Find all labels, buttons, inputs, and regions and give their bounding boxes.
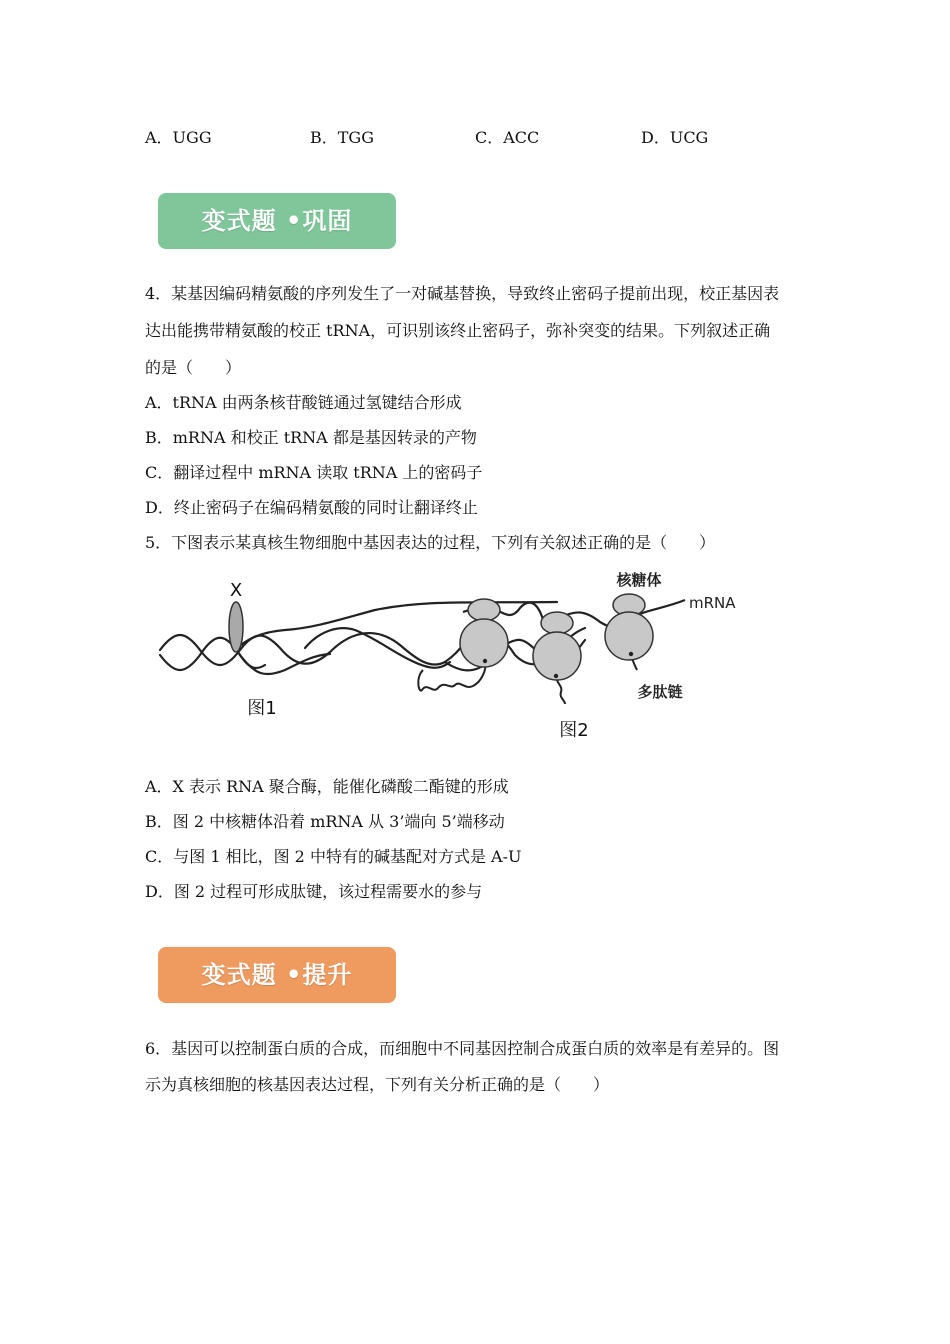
label-fig1: 图1 — [247, 698, 277, 719]
q4-stem-line-1: 4．某基因编码精氨酸的序列发生了一对碱基替换，导致终止密码子提前出现，校正基因表 — [145, 284, 780, 303]
peptide-anchor-3 — [629, 652, 633, 656]
q3-option-c: C．ACC — [475, 128, 540, 147]
ribosome-3-large — [605, 612, 653, 660]
q3-option-a: A．UGG — [145, 128, 212, 147]
q4-option-a: A．tRNA 由两条核苷酸链通过氢键结合形成 — [145, 393, 462, 412]
q5-option-b: B．图 2 中核糖体沿着 mRNA 从 3’端向 5’端移动 — [145, 812, 505, 831]
q5-option-d: D．图 2 过程可形成肽键，该过程需要水的参与 — [145, 882, 483, 901]
figure-1-transcription — [160, 602, 585, 674]
q6-stem-line-1: 6．基因可以控制蛋白质的合成，而细胞中不同基因控制合成蛋白质的效率是有差异的。图 — [145, 1039, 780, 1058]
q3-option-d: D．UCG — [641, 128, 709, 147]
ribosome-2-large — [533, 632, 581, 680]
q5-option-a: A．X 表示 RNA 聚合酶，能催化磷酸二酯键的形成 — [145, 777, 509, 796]
q5-option-c: C．与图 1 相比，图 2 中特有的碱基配对方式是 A-U — [145, 847, 522, 866]
polypeptide-2 — [556, 677, 565, 704]
label-x: X — [229, 580, 243, 601]
ribosome-1-small — [468, 599, 500, 621]
peptide-anchor-1 — [483, 659, 487, 663]
label-mrna: mRNA — [689, 594, 736, 612]
q4-stem-line-2: 达出能携带精氨酸的校正 tRNA，可识别该终止密码子，弥补突变的结果。下列叙述正确 — [145, 321, 771, 340]
peptide-anchor-2 — [554, 674, 558, 678]
label-polypeptide: 多肽链 — [637, 683, 683, 701]
q4-option-c: C．翻译过程中 mRNA 读取 tRNA 上的密码子 — [145, 463, 483, 482]
q5-stem: 5．下图表示某真核生物细胞中基因表达的过程，下列有关叙述正确的是（ ） — [145, 533, 716, 552]
dna-strand-1 — [160, 628, 585, 665]
variant-consolidate-badge: 变式题 •巩固 — [158, 193, 396, 249]
q4-option-d: D．终止密码子在编码精氨酸的同时让翻译终止 — [145, 498, 478, 517]
x-enzyme — [229, 602, 243, 652]
gene-expression-figure — [145, 570, 805, 750]
figure-2-translation — [418, 571, 736, 741]
ribosome-2-small — [541, 612, 573, 634]
label-fig2: 图2 — [559, 720, 589, 741]
q6-stem-line-2: 示为真核细胞的核基因表达过程，下列有关分析正确的是（ ） — [145, 1075, 610, 1094]
q4-option-b: B．mRNA 和校正 tRNA 都是基因转录的产物 — [145, 428, 477, 447]
label-ribosome: 核糖体 — [616, 571, 662, 589]
dna-strand-5 — [240, 654, 330, 674]
variant-advance-badge: 变式题 •提升 — [158, 947, 396, 1003]
q3-option-b: B．TGG — [310, 128, 374, 147]
q4-stem-line-3: 的是（ ） — [145, 358, 242, 377]
